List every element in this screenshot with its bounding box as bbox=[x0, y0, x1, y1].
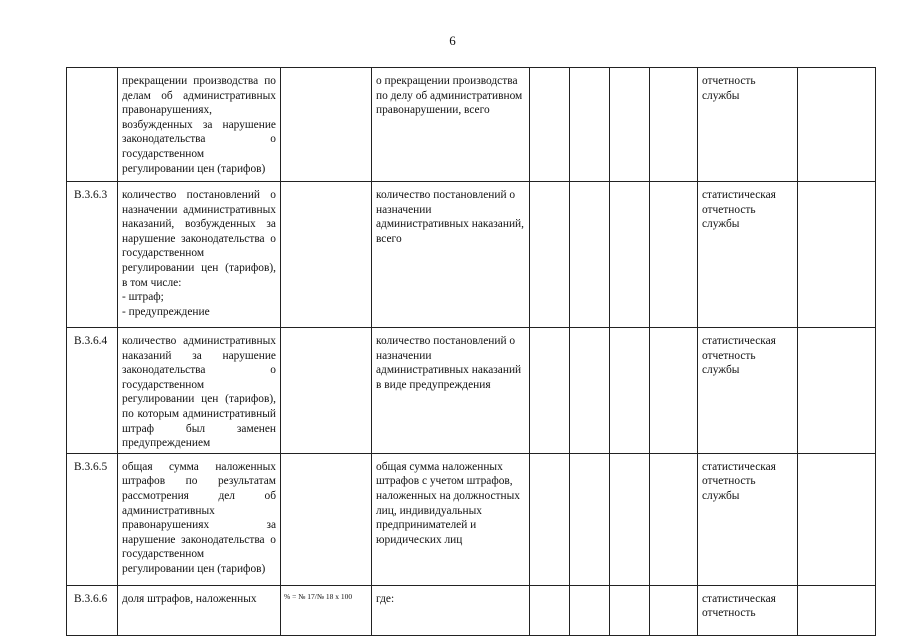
empty-cell bbox=[798, 328, 876, 454]
row-indicator: количество постановлений о назначении административных наказаний, всего bbox=[372, 182, 530, 328]
row-indicator: общая сумма наложенных штрафов с учетом штрафов, наложенных на должностных лиц, индивидуальных предпринимателей и юридических лиц bbox=[372, 453, 530, 585]
row-name: общая сумма наложенных штрафов по результатам рассмотрения дел об административных правонарушениях за нарушение законодательства о государственном регулировании цен (тарифов) bbox=[118, 453, 281, 585]
empty-cell bbox=[650, 585, 698, 635]
row-source: отчетность службы bbox=[698, 68, 798, 182]
row-formula bbox=[281, 182, 372, 328]
empty-cell bbox=[650, 328, 698, 454]
row-name: количество постановлений о назначении административных наказаний, возбужденных за нарушение законодательства о государственном регулировании цен (тарифов), в том числе: bbox=[122, 189, 276, 289]
empty-cell bbox=[530, 182, 570, 328]
indicators-table bbox=[66, 67, 876, 636]
row-code bbox=[67, 68, 118, 182]
row-code: В.3.6.3 bbox=[67, 182, 118, 328]
empty-cell bbox=[610, 68, 650, 182]
row-formula bbox=[281, 68, 372, 182]
empty-cell bbox=[530, 68, 570, 182]
empty-cell bbox=[530, 453, 570, 585]
empty-cell bbox=[530, 328, 570, 454]
empty-cell bbox=[650, 453, 698, 585]
table-row bbox=[67, 585, 876, 635]
empty-cell bbox=[798, 182, 876, 328]
row-formula bbox=[281, 453, 372, 585]
row-source: статистическая отчетность службы bbox=[698, 453, 798, 585]
empty-cell bbox=[798, 68, 876, 182]
row-indicator: о прекращении производства по делу об административном правонарушении, всего bbox=[372, 68, 530, 182]
empty-cell bbox=[570, 328, 610, 454]
empty-cell bbox=[650, 68, 698, 182]
row-formula bbox=[281, 328, 372, 454]
empty-cell bbox=[610, 182, 650, 328]
row-name-item: - штраф; bbox=[122, 291, 164, 304]
empty-cell bbox=[610, 453, 650, 585]
row-name-item: - предупреждение bbox=[122, 305, 210, 318]
row-name: количество административных наказаний за нарушение законодательства о государственном регулировании цен (тарифов), по которым административный штраф был заменен предупреждением bbox=[118, 328, 281, 454]
empty-cell bbox=[650, 182, 698, 328]
empty-cell bbox=[798, 453, 876, 585]
row-source: статистическая отчетность службы bbox=[698, 182, 798, 328]
row-code: В.3.6.5 bbox=[67, 453, 118, 585]
row-code: В.3.6.6 bbox=[67, 585, 118, 635]
row-indicator: количество постановлений о назначении административных наказаний в виде предупреждения bbox=[372, 328, 530, 454]
row-indicator: где: bbox=[372, 585, 530, 635]
row-name: доля штрафов, наложенных bbox=[118, 585, 281, 635]
row-source: статистическая отчетность службы bbox=[698, 328, 798, 454]
empty-cell bbox=[610, 328, 650, 454]
empty-cell bbox=[798, 585, 876, 635]
row-source: статистическая отчетность bbox=[698, 585, 798, 635]
empty-cell bbox=[570, 585, 610, 635]
empty-cell bbox=[570, 453, 610, 585]
row-formula: % = № 17/№ 18 x 100 bbox=[281, 585, 372, 635]
empty-cell bbox=[570, 182, 610, 328]
table-row bbox=[67, 453, 876, 585]
empty-cell bbox=[610, 585, 650, 635]
table-row bbox=[67, 328, 876, 454]
row-code: В.3.6.4 bbox=[67, 328, 118, 454]
table-row bbox=[67, 182, 876, 328]
page-number: 6 bbox=[449, 33, 456, 48]
empty-cell bbox=[530, 585, 570, 635]
row-name: прекращении производства по делам об административных правонарушениях, возбужденных за нарушение законодательства о государственном регулировании цен (тарифов) bbox=[118, 68, 281, 182]
table-row bbox=[67, 68, 876, 182]
empty-cell bbox=[570, 68, 610, 182]
row-name-cell bbox=[118, 182, 281, 328]
